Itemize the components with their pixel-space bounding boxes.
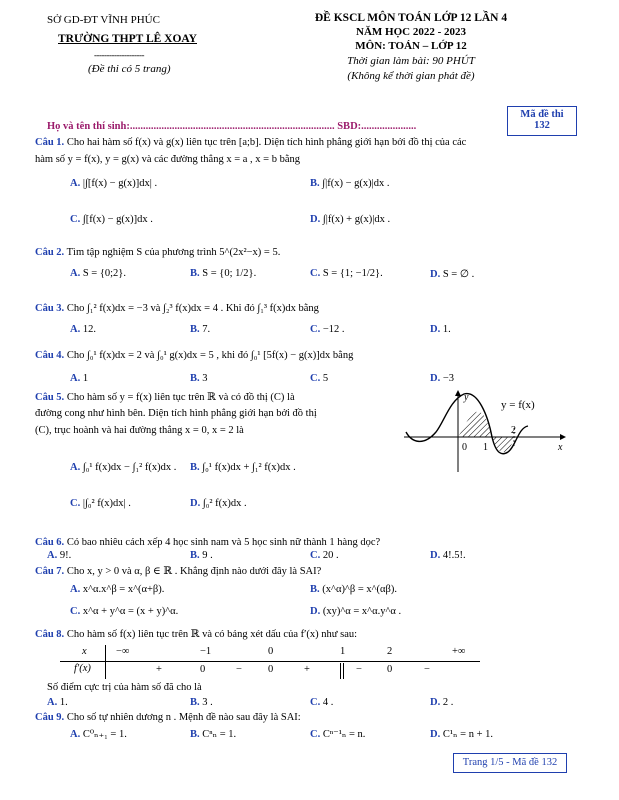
sign-table-sign: −: [424, 664, 430, 675]
q1-option-c[interactable]: C. ∫[f(x) − g(x)]dx .: [70, 214, 153, 225]
duration-note: (Không kể thời gian phát đề): [347, 70, 475, 82]
q1-option-d[interactable]: D. ∫|f(x) + g(x)|dx .: [310, 214, 391, 225]
sign-table-sign: 0: [200, 664, 206, 675]
question-8: Câu 8. Cho hàm số f(x) liên tục trên ℝ và có bảng xét dấu của f′(x) như sau:: [35, 629, 358, 640]
q8-option-b[interactable]: B. 3 .: [190, 697, 213, 708]
q6-option-c[interactable]: C. 20 .: [310, 550, 339, 561]
question-3: Câu 3. Cho ∫₁² f(x)dx = −3 và ∫₂³ f(x)dx = 4 . Khi đó ∫₁³ f(x)dx bằng: [35, 303, 319, 314]
pages-note: (Đề thi có 5 trang): [88, 63, 171, 75]
q3-option-d[interactable]: D. 1.: [430, 324, 451, 335]
graph-label-fx: y = f(x): [501, 399, 535, 411]
q2-option-c[interactable]: C. S = {1; −1/2}.: [310, 268, 383, 279]
graph-label-y: y: [464, 392, 469, 403]
q2-option-b[interactable]: B. S = {0; 1/2}.: [190, 268, 257, 279]
sign-table-sign: 0: [387, 664, 393, 675]
q4-option-b[interactable]: B. 3: [190, 373, 208, 384]
q7-option-c[interactable]: C. x^α + y^α = (x + y)^α.: [70, 606, 179, 617]
q3-option-b[interactable]: B. 7.: [190, 324, 211, 335]
q5-option-b[interactable]: B. ∫₀¹ f(x)dx + ∫₁² f(x)dx .: [190, 462, 296, 473]
question-5: Câu 5. Cho hàm số y = f(x) liên tục trên ℝ và có đồ thị (C) là: [35, 392, 295, 403]
q8-option-d[interactable]: D. 2 .: [430, 697, 454, 708]
question-5-line2: đường cong như hình bên. Diện tích hình phẳng giới hạn bởi đồ thị: [35, 408, 317, 419]
q7-option-a[interactable]: A. x^α.x^β = x^(α+β).: [70, 584, 165, 595]
question-1: [35, 137, 466, 148]
q9-option-c[interactable]: C. Cⁿ⁻¹ₙ = n.: [310, 729, 366, 740]
q9-option-b[interactable]: B. Cⁿₙ = 1.: [190, 729, 237, 740]
student-info-line: Họ và tên thí sinh:.............................................................................. SBD:.....................: [47, 121, 417, 132]
question-9: Câu 9. Cho số tự nhiên dương n . Mệnh đề nào sau đây là SAI:: [35, 712, 301, 723]
sign-table-x-value: +∞: [452, 646, 466, 657]
sign-table-f-label: f′(x): [74, 663, 91, 674]
q9-option-a[interactable]: A. C⁰ₙ₊₁ = 1.: [70, 729, 127, 740]
school-year: NĂM HỌC 2022 - 2023: [356, 26, 466, 38]
q4-option-a[interactable]: A. 1: [70, 373, 89, 384]
exam-code-label: Mã đề thi: [520, 109, 564, 120]
exam-code: 132: [534, 120, 550, 131]
q6-option-a[interactable]: A. 9!.: [47, 550, 72, 561]
q5-option-d[interactable]: D. ∫₀² f(x)dx .: [190, 498, 247, 509]
sign-table: [60, 645, 480, 679]
q8-option-c[interactable]: C. 4 .: [310, 697, 334, 708]
sign-table-sign: −: [356, 664, 362, 675]
sign-table-sign: +: [156, 664, 162, 675]
function-graph: [398, 388, 573, 476]
question-2: Câu 2. Tìm tập nghiệm S của phương trình 5^(2x²−x) = 5.: [35, 247, 281, 258]
question-1-line2: hàm số y = f(x), y = g(x) và các đường thẳng x = a , x = b bằng: [35, 154, 300, 165]
question-5-line3: (C), trục hoành và hai đường thẳng x = 0, x = 2 là: [35, 425, 244, 436]
q4-option-d[interactable]: D. −3: [430, 373, 455, 384]
graph-label-origin: 0: [462, 442, 467, 453]
q6-option-d[interactable]: D. 4!.5!.: [430, 550, 466, 561]
sign-table-x-value: 2: [387, 646, 393, 657]
q8-option-a[interactable]: A. 1.: [47, 697, 68, 708]
q7-option-d[interactable]: D. (xy)^α = x^α.y^α .: [310, 606, 402, 617]
q6-option-b[interactable]: B. 9 .: [190, 550, 213, 561]
question-label: Câu 1.: [35, 137, 65, 148]
q3-option-a[interactable]: A. 12.: [70, 324, 96, 335]
q2-option-d[interactable]: D. S = ∅ .: [430, 269, 475, 280]
question-8-after: Số điểm cực trị của hàm số đã cho là: [47, 682, 202, 693]
q2-option-a[interactable]: A. S = {0;2}.: [70, 268, 126, 279]
school-name: TRƯỜNG THPT LÊ XOAY: [58, 33, 197, 45]
q5-option-c[interactable]: C. |∫₀² f(x)dx| .: [70, 498, 131, 509]
question-4: Câu 4. Cho ∫₀¹ f(x)dx = 2 và ∫₀¹ g(x)dx = 5 , khi đó ∫₀¹ [5f(x) − g(x)]dx bằng: [35, 350, 354, 361]
sign-table-x-value: −1: [200, 646, 212, 657]
sign-table-sign: +: [304, 664, 310, 675]
sign-table-x-value: −∞: [116, 646, 130, 657]
question-7: Câu 7. Cho x, y > 0 và α, β ∈ ℝ . Khẳng định nào dưới đây là SAI?: [35, 566, 322, 577]
q7-option-b[interactable]: B. (x^α)^β = x^(αβ).: [310, 584, 398, 595]
subject: MÔN: TOÁN – LỚP 12: [355, 40, 467, 52]
q1-option-b[interactable]: B. ∫|f(x) − g(x)|dx .: [310, 178, 390, 189]
header-divider: --------------------: [94, 50, 144, 60]
page-footer: Trang 1/5 - Mã đề 132: [453, 753, 567, 773]
duration: Thời gian làm bài: 90 PHÚT: [347, 55, 475, 67]
question-text: Cho hai hàm số f(x) và g(x) liên tục trên [a;b]. Diện tích hình phẳng giới hạn bởi đồ thị của các: [66, 137, 467, 148]
question-6: Câu 6. Có bao nhiêu cách xếp 4 học sinh nam và 5 học sinh nữ thành 1 hàng dọc?: [35, 537, 381, 548]
graph-label-2: 2: [511, 425, 516, 436]
graph-label-1: 1: [483, 442, 488, 453]
sign-table-sign: −: [236, 664, 242, 675]
q5-option-a[interactable]: A. ∫₀¹ f(x)dx − ∫₁² f(x)dx .: [70, 462, 177, 473]
q3-option-c[interactable]: C. −12 .: [310, 324, 345, 335]
department-name: SỞ GD-ĐT VĨNH PHÚC: [47, 14, 160, 26]
q1-option-a[interactable]: A. |∫[f(x) − g(x)]dx| .: [70, 178, 158, 189]
sign-table-sign: 0: [268, 664, 274, 675]
sign-table-x-label: x: [82, 646, 87, 657]
graph-label-x: x: [558, 442, 563, 453]
q9-option-d[interactable]: D. C¹ₙ = n + 1.: [430, 729, 494, 740]
exam-code-box: [507, 106, 577, 136]
sign-table-x-value: 0: [268, 646, 274, 657]
sign-table-x-value: 1: [340, 646, 346, 657]
q4-option-c[interactable]: C. 5: [310, 373, 329, 384]
shaded-region-1: [458, 412, 492, 437]
exam-title: ĐỀ KSCL MÔN TOÁN LỚP 12 LẦN 4: [314, 12, 508, 24]
